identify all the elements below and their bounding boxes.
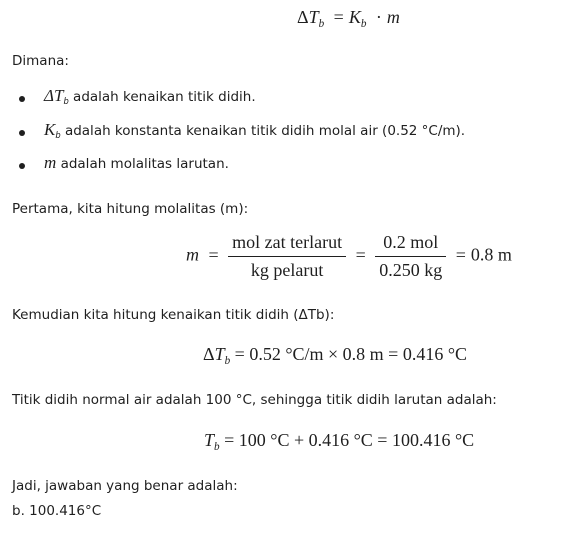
formula-T: T	[204, 430, 215, 450]
dot-operator: ·	[375, 7, 382, 27]
fraction-mol-over-kg	[228, 232, 346, 281]
dimana-label: Dimana:	[12, 53, 69, 69]
tb-rhs: = 100 °C + 0.416 °C = 100.416 °C	[224, 430, 475, 450]
fraction-numerator: 0.2 mol	[375, 232, 446, 257]
pertama-text: Pertama, kita hitung molalitas (m):	[12, 201, 249, 217]
equals-sign: =	[455, 244, 466, 265]
bullet-math: K	[44, 120, 56, 139]
bullet-math-subscript: b	[55, 129, 61, 140]
fraction-denominator: 0.250 kg	[379, 260, 443, 280]
bullet-math: ΔT	[44, 86, 64, 105]
molality-m: m	[186, 244, 199, 265]
jadi-text: Jadi, jawaban yang benar adalah:	[12, 478, 238, 494]
tb-formula	[204, 430, 474, 453]
formula-K-subscript: b	[360, 17, 367, 30]
bullet-dot	[19, 163, 25, 169]
delta-tb-rhs: = 0.52 °C/m × 0.8 m = 0.416 °C	[234, 344, 468, 364]
fraction-denominator: kg pelarut	[250, 260, 324, 280]
titik-didih-text: Titik didih normal air adalah 100 °C, sehingga titik didih larutan adalah:	[12, 392, 497, 408]
bullet-math: m	[44, 153, 57, 172]
kemudian-text: Kemudian kita hitung kenaikan titik didih (ΔTb):	[12, 307, 335, 323]
bullet-dot	[19, 130, 25, 136]
bullet-text: adalah kenaikan titik didih.	[68, 89, 256, 105]
formula-T-subscript: b	[214, 440, 220, 453]
molality-result: 0.8 m	[470, 244, 512, 265]
bullet-math-subscript: b	[63, 95, 69, 106]
equals-sign: =	[333, 7, 344, 27]
molality-formula	[186, 232, 512, 281]
formula-K: K	[348, 7, 361, 27]
formula-m: m	[386, 7, 400, 27]
formula-T-subscript: b	[318, 17, 325, 30]
fraction-numerator: mol zat terlarut	[228, 232, 346, 257]
bullet-item	[44, 153, 229, 173]
delta-symbol: Δ	[203, 344, 215, 364]
bullet-item	[44, 86, 256, 106]
bullet-text: adalah molalitas larutan.	[56, 156, 229, 172]
formula-T: T	[308, 7, 319, 27]
bullet-dot	[19, 96, 25, 102]
bullet-item	[44, 120, 465, 140]
equals-sign: =	[355, 244, 366, 265]
equals-sign: =	[208, 244, 219, 265]
bullet-text: adalah konstanta kenaikan titik didih molal air (0.52 °C/m).	[60, 123, 466, 139]
delta-tb-formula	[203, 344, 467, 367]
answer-text: b. 100.416°C	[12, 503, 102, 519]
formula-T: T	[214, 344, 225, 364]
main-formula	[297, 7, 400, 30]
delta-symbol: Δ	[297, 7, 309, 27]
fraction-values	[375, 232, 446, 281]
formula-T-subscript: b	[224, 354, 231, 367]
